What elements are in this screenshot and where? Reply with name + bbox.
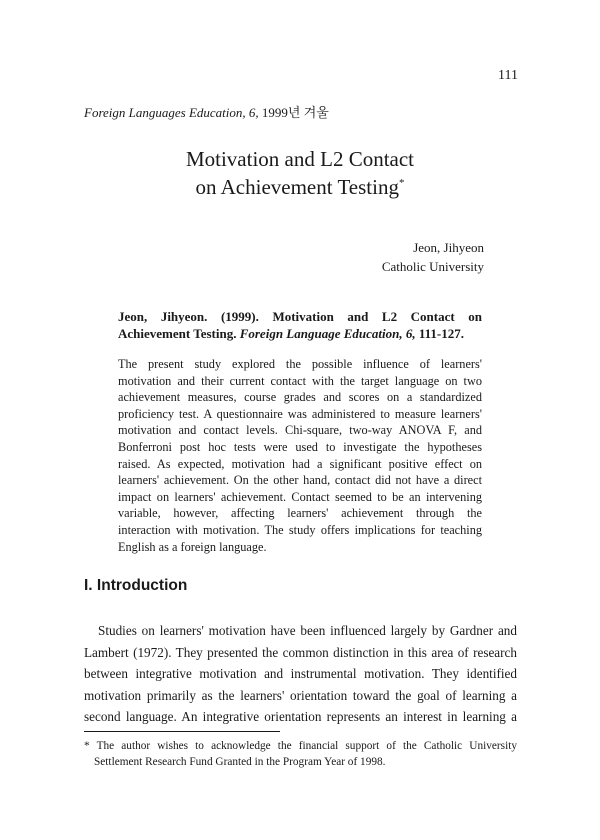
citation-journal: Foreign Language Education, 6, bbox=[239, 326, 416, 341]
body-line: second language. An integrative orientation represents an interest in learning a bbox=[84, 709, 517, 724]
title-line-2 bbox=[0, 173, 600, 201]
page-number: 111 bbox=[498, 68, 518, 83]
footnote-line: * The author wishes to acknowledge the financial support of the Catholic University bbox=[84, 740, 517, 752]
abstract-line: impact on learners' achievement. Contact seemed to be an intervening bbox=[118, 489, 482, 504]
section-heading: I. Introduction bbox=[84, 577, 188, 594]
abstract-line: proficiency test. A questionnaire was administered to measure learners' bbox=[118, 406, 482, 421]
journal-name: Foreign Languages Education, 6, bbox=[84, 105, 259, 120]
abstract-line: learners' achievement. On the other hand, contact did not have a direct bbox=[118, 473, 482, 488]
author-block bbox=[382, 238, 484, 276]
abstract-line: The present study explored the possible influence of learners' bbox=[118, 357, 482, 371]
citation-text: Jeon, Jihyeon. (1999). Motivation and L2 Contact on Achievement Testing. bbox=[118, 309, 482, 341]
title-line-1: Motivation and L2 Contact bbox=[185, 147, 415, 171]
title-footnote-mark: * bbox=[398, 177, 405, 189]
body-line: motivation primarily as the learners' orientation toward the goal of learning a bbox=[84, 687, 517, 703]
journal-issue-date: 1999년 겨울 bbox=[258, 105, 329, 120]
journal-header bbox=[84, 102, 329, 121]
abstract-line: motivation and their current contact with the target language on two bbox=[118, 373, 482, 388]
abstract bbox=[118, 356, 482, 555]
abstract-line: achievement measures, course grades and scores on a standardized bbox=[118, 390, 482, 405]
footnote-divider bbox=[84, 731, 280, 732]
citation-pages: 111-127. bbox=[415, 326, 464, 341]
body-line: Lambert (1972). They presented the common distinction in this area of research bbox=[84, 644, 517, 660]
footnote-line: Settlement Research Fund Granted in the Program Year of 1998. bbox=[94, 756, 386, 768]
abstract-line: English as a foreign language. bbox=[118, 539, 267, 554]
paper-title bbox=[0, 145, 600, 201]
abstract-line: Bonferroni post hoc tests were used to investigate the hypotheses bbox=[118, 439, 482, 454]
author-name: Jeon, Jihyeon bbox=[413, 240, 484, 255]
abstract-line: motivation and contact levels. Chi-square, two-way ANOVA F, and bbox=[118, 423, 482, 438]
body-paragraph bbox=[84, 620, 517, 728]
abstract-line: raised. As expected, motivation had a significant positive effect on bbox=[118, 456, 482, 471]
body-line: between integrative motivation and instrumental motivation. They identified bbox=[84, 666, 517, 681]
abstract-line: variable, however, affecting learners' achievement through the bbox=[118, 506, 482, 521]
abstract-line: interaction with motivation. The study offers implications for teaching bbox=[118, 522, 482, 537]
citation bbox=[118, 308, 482, 342]
footnote bbox=[84, 738, 517, 770]
body-line: Studies on learners' motivation have been influenced largely by Gardner and bbox=[98, 623, 517, 638]
title-line-2-text: on Achievement Testing bbox=[195, 175, 399, 199]
author-affiliation: Catholic University bbox=[381, 259, 484, 274]
